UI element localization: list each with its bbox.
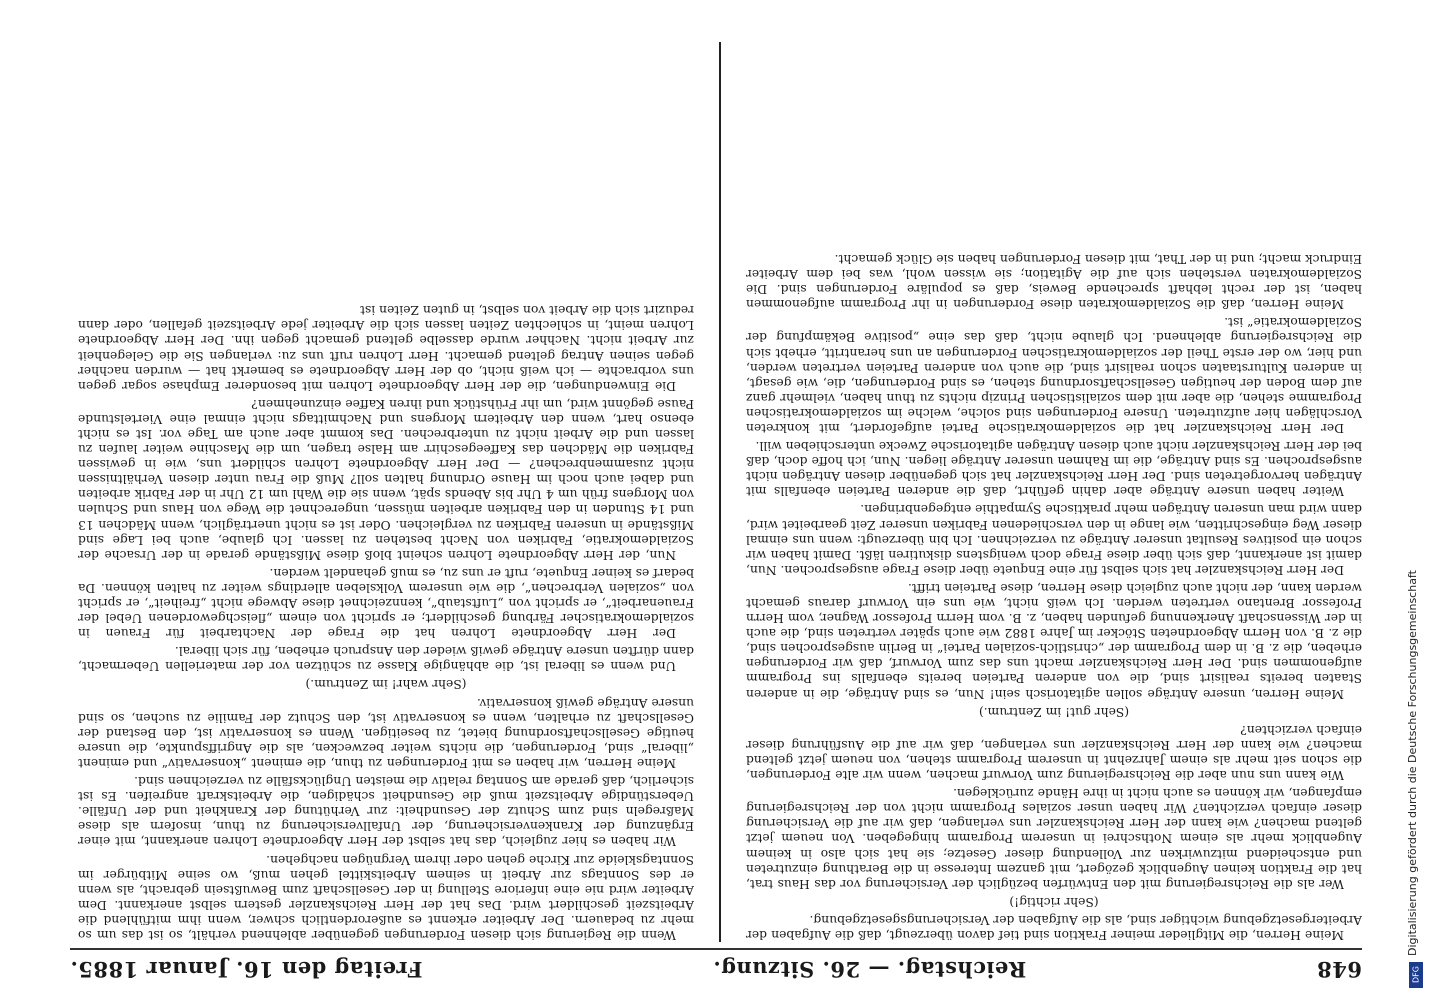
header-date: Freitag den 16. Januar 1885. (70, 957, 423, 983)
footer-credit: Digitalisierung gefördert durch die Deutsche Forschungsgemeinschaft (1406, 570, 1419, 956)
paragraph: Die Einwendungen, die der Herr Abgeordnete Lohren mit besonderer Emphase sogar gegen uns vorbrachte — ich weiß nicht, ob der Herr Abgeordnete es bemerkt hat — wurden nachher gegen seinen Antrag geltend gemacht. Herr Lohren ruft uns zu: verlangen Sie die Gelegenheit zur Arbeit nicht. Nachher wurde dasselbe geltend gemacht gegen ihn. Der Herr Abgeordnete Lohren meint, in schlechten Zeiten lassen sich die Arbeiter jede Arbeitszeit gefallen, oder dann reduzirt sich die Arbeit von selbst, in guten Zeiten ist (78, 303, 694, 393)
header-title: Reichstag. — 26. Sitzung. (712, 957, 1027, 983)
digitization-footer (1404, 10, 1428, 990)
page-number: 648 (1316, 957, 1362, 983)
paragraph: (Sehr richtig!) (1009, 894, 1099, 909)
paragraph: Meine Herren, die Mitglieder meiner Fraktion sind tief davon überzeugt, daß die Aufgaben der Arbeitergesetzgebung wichtiger sind, als die Aufgaben der Versicherungsgesetzgebung. (746, 912, 1362, 942)
paragraph: Meine Herren, unsere Anträge sollen agitatorisch sein! Nun, es sind Anträge, die in anderen Staaten bereits realisirt sind, die von anderen Parteien bereits ebenfalls ins Programm aufgenommen sind. Der Herr Reichskanzler macht uns das zum Vorwurf, daß wir Forderungen erheben, die z. B. in dem Programm der „christlich-sozialen Partei“ in Berlin ausgesprochen sind, die z. B. von Herrn Abgeordneten Stöcker im Jahre 1882 wie auch später vertreten sind, die auch in der Wissenschaft Anerkennung gefunden haben, z. B. vom Herrn Professor Wagner, vom Herrn Professor Brentano vertreten werden. Ich weiß nicht, wie uns ein Vorwurf daraus gemacht werden kann, der nicht auch zugleich diese Herren, diese Parteien trifft. (746, 580, 1362, 701)
paragraph: (Sehr wahr! im Zentrum.) (305, 677, 467, 692)
paragraph: Der Herr Reichskanzler hat die sozialdemokratische Partei aufgefordert, mit konkreten Vorschlägen hier aufzutreten. Unsere Forderungen sind solche, welche im sozialdemokratischen Programme stehen, die aber mit dem sozialistischen Prinzip nichts zu thun haben, vielmehr ganz auf dem Boden der heutigen Gesellschaftsordnung stehen, es sind Forderungen, die, wie gesagt, in anderen Kulturstaaten schon realisirt sind, die auch von anderen Parteien vertreten werden, und hier, wo der erste Theil der sozialdemokratischen Forderungen an uns herantritt, erhebt sich die Reichsregierung ablehnend. Ich glaube nicht, daß das eine „positive Bekämpfung der Sozialdemokratie“ ist. (746, 315, 1362, 435)
paragraph: Der Herr Reichskanzler hat sich selbst für eine Enquete über diese Frage ausgesprochen. Nun, damit ist anerkannt, daß sich über diese Frage doch wenigstens diskutiren läßt. Damit haben wir schon ein positives Resultat unserer Anträge zu verzeichnen. Ich bin überzeugt: wenn uns einmal dieser Weg eingeschritten, wie lange in den verschiedenen Fabriken unserer Zeit gearbeitet wird, dann wird man unseren Anträgen mehr praktische Sympathie entgegenbringen. (746, 502, 1362, 577)
paragraph: Weiter haben unsere Anträge aber dahin geführt, daß die anderen Parteien ebenfalls mit Anträgen hervorgetreten sind. Der Herr Reichskanzler hat sich gegenüber diesen Anträgen nicht ausgesprochen. Es sind Anträge, die im Rahmen unserer Anträge liegen. Nun, ich hoffe doch, daß bei der Herr Reichskanzler nicht auch diesen Anträgen agitatorische Zwecke unterschieben will. (746, 439, 1362, 499)
column-divider (720, 42, 722, 942)
right-column (78, 42, 694, 942)
left-column (746, 42, 1362, 942)
paragraph: Wir haben es hier zugleich, das hat selbst der Herr Abgeordnete Lohren anerkannt, mit einer Ergänzung der Krankenversicherung, der Unfallversicherung zu thun, insofern als diese Maßregeln sind zum Schutz der Gesundheit: zur Verhütung der Krankheit und der Unfälle. Ueberstündige Arbeitszeit muß die Gesundheit schädigen, die Arbeitskraft angreifen. Es ist sicherlich, daß gerade am Sonntag relativ die meisten Unglücksfälle zu verzeichnen sind. (78, 774, 694, 849)
paragraph: Nun, der Herr Abgeordnete Lohren scheint bloß diese Mißstände gerade in der Ursache der Sozialdemokratie, Fabriken von Nacht bestehen zu lassen. Ich glaube, auch bei Lage sind Mißstände in unseren Fabriken zu vergleichen. Oder ist es nicht unerträglich, wenn Mädchen 13 und 14 Stunden in den Fabriken arbeiten müssen, ungerechnet die Wege von Haus und Schulen von Morgens früh um 4 Uhr bis Abends spät, wenn sie die Wahl um 12 Uhr in der Fabrik arbeiten und dabei auch noch im Hause Ordnung halten soll? Muß die Frau unter diesen Verhältnissen nicht zusammenbrechen? — Der Herr Abgeordnete Lohren schildert uns, wie in gewissen Fabriken die Mädchen das Kaffeegeschirr am Halse tragen, um die Maschine weiter laufen zu lassen und die Arbeit nicht zu unterbrechen. Das kommt aber auch am Tage vor. Ist es nicht ebenso hart, wenn den Arbeitern Morgens und Nachmittags nicht einmal eine Viertelstunde Pause gegönnt wird, um ihr Frühstück und ihren Kaffee einzunehmen? (78, 396, 694, 562)
header-rule (70, 949, 1362, 951)
paragraph: Wer als die Reichsregierung mit den Entwürfen bezüglich der Versicherung vor das Haus trat, hat die Fraktion keinen Augenblick gezögert, mit ganzem Interesse in die Berathung einzutreten und entscheidend mitzuwirken zur Vollendung dieser Gesetze; sie hat sich also in keinem Augenblick mehr als einem Nothschrei in unserem Programm hingegeben. Von neuem jetzt geltend machen? wie kann der Herr Reichskanzler uns verlangen, daß wir auf die Versicherung dieser einfach verzichten? Wir haben unser soziales Programm nicht von der Reichsregierung empfangen, wir können es auch nicht in ihre Hände zurücklegen. (746, 786, 1362, 891)
paragraph: (Sehr gut! im Zentrum.) (978, 704, 1130, 719)
dfg-logo-icon: DFG (1409, 962, 1423, 988)
paragraph: Wenn die Regierung sich diesen Forderungen gegenüber ablehnend verhält, so ist das um so mehr zu bedauern. Der Arbeiter erkennt es außerordentlich schwer, wenn ihm mitfühlend die Arbeitszeit geschildert wird. Das hat der Herr Reichskanzler gestern selbst anerkannt. Dem Arbeiter wird nie eine inferiore Stellung in der Gesellschaft zum Bewußtsein gebracht, als wenn er des Sonntags zur Arbeit in seinem Arbeitskittel gehen muß, wo seine Mitbürger im Sonntagskleide zur Kirche gehen oder ihrem Vergnügen nachgehen. (78, 852, 694, 942)
paragraph: Und wenn es liberal ist, die abhängige Klasse zu schützen vor der materiellen Uebermacht, dann dürften unsere Anträge gewiß wieder den Anspruch erheben, für sich liberal. (78, 644, 694, 674)
paragraph: Meine Herren, daß die Sozialdemokraten diese Forderungen in ihr Programm aufgenommen haben, ist der recht lebhaft sprechende Beweis, daß es populäre Forderungen sind. Die Sozialdemokraten verstehen sich auf die Agitation; sie wissen wohl, was bei dem Arbeiter Eindruck macht; und in der That, mit diesen Forderungen haben sie Glück gemacht. (746, 251, 1362, 312)
paragraph: Wie kann uns nun aber die Reichsregierung zum Vorwurf machen, wenn wir alte Forderungen, die schon seit mehr als einem Jahrzehnt in unserem Programm stehen, von neuem jetzt geltend machen? wie kann der Herr Reichskanzler uns verlangen, daß wir auf die Ausführung dieser einfach verzichten? (746, 722, 1362, 783)
paragraph: Meine Herren, wir haben es mit Forderungen zu thun, die eminent „konservativ“ und eminent „liberal“ sind, Forderungen, die nichts weiter bezwecken, als die Angriffspunkte, die unsere heutige Gesellschaftsordnung bietet, zu beseitigen. Wenn es konservativ ist, den Bestand der Gesellschaft zu erhalten, wenn es konservativ ist, den Schutz der Familie zu suchen, so sind unsere Anträge gewiß konservativ. (78, 695, 694, 770)
page-header (70, 954, 1362, 986)
paragraph: Der Herr Abgeordnete Lohren hat die Frage der Nachtarbeit für Frauen in sozialdemokratischer Färbung geschildert; er spricht von einem „fleischgewordenen Uebel der Frauenarbeit“, er spricht von „Luftstaub“, kennzeichnet diese Abwege nicht „freiheit“, er spricht von „sozialen Verbrechen“, die wie unserem Volksleben allerdings weiter zu halten können. Da bedarf es keiner Enquete, ruft er uns zu, es muß gehandelt werden. (78, 565, 694, 641)
